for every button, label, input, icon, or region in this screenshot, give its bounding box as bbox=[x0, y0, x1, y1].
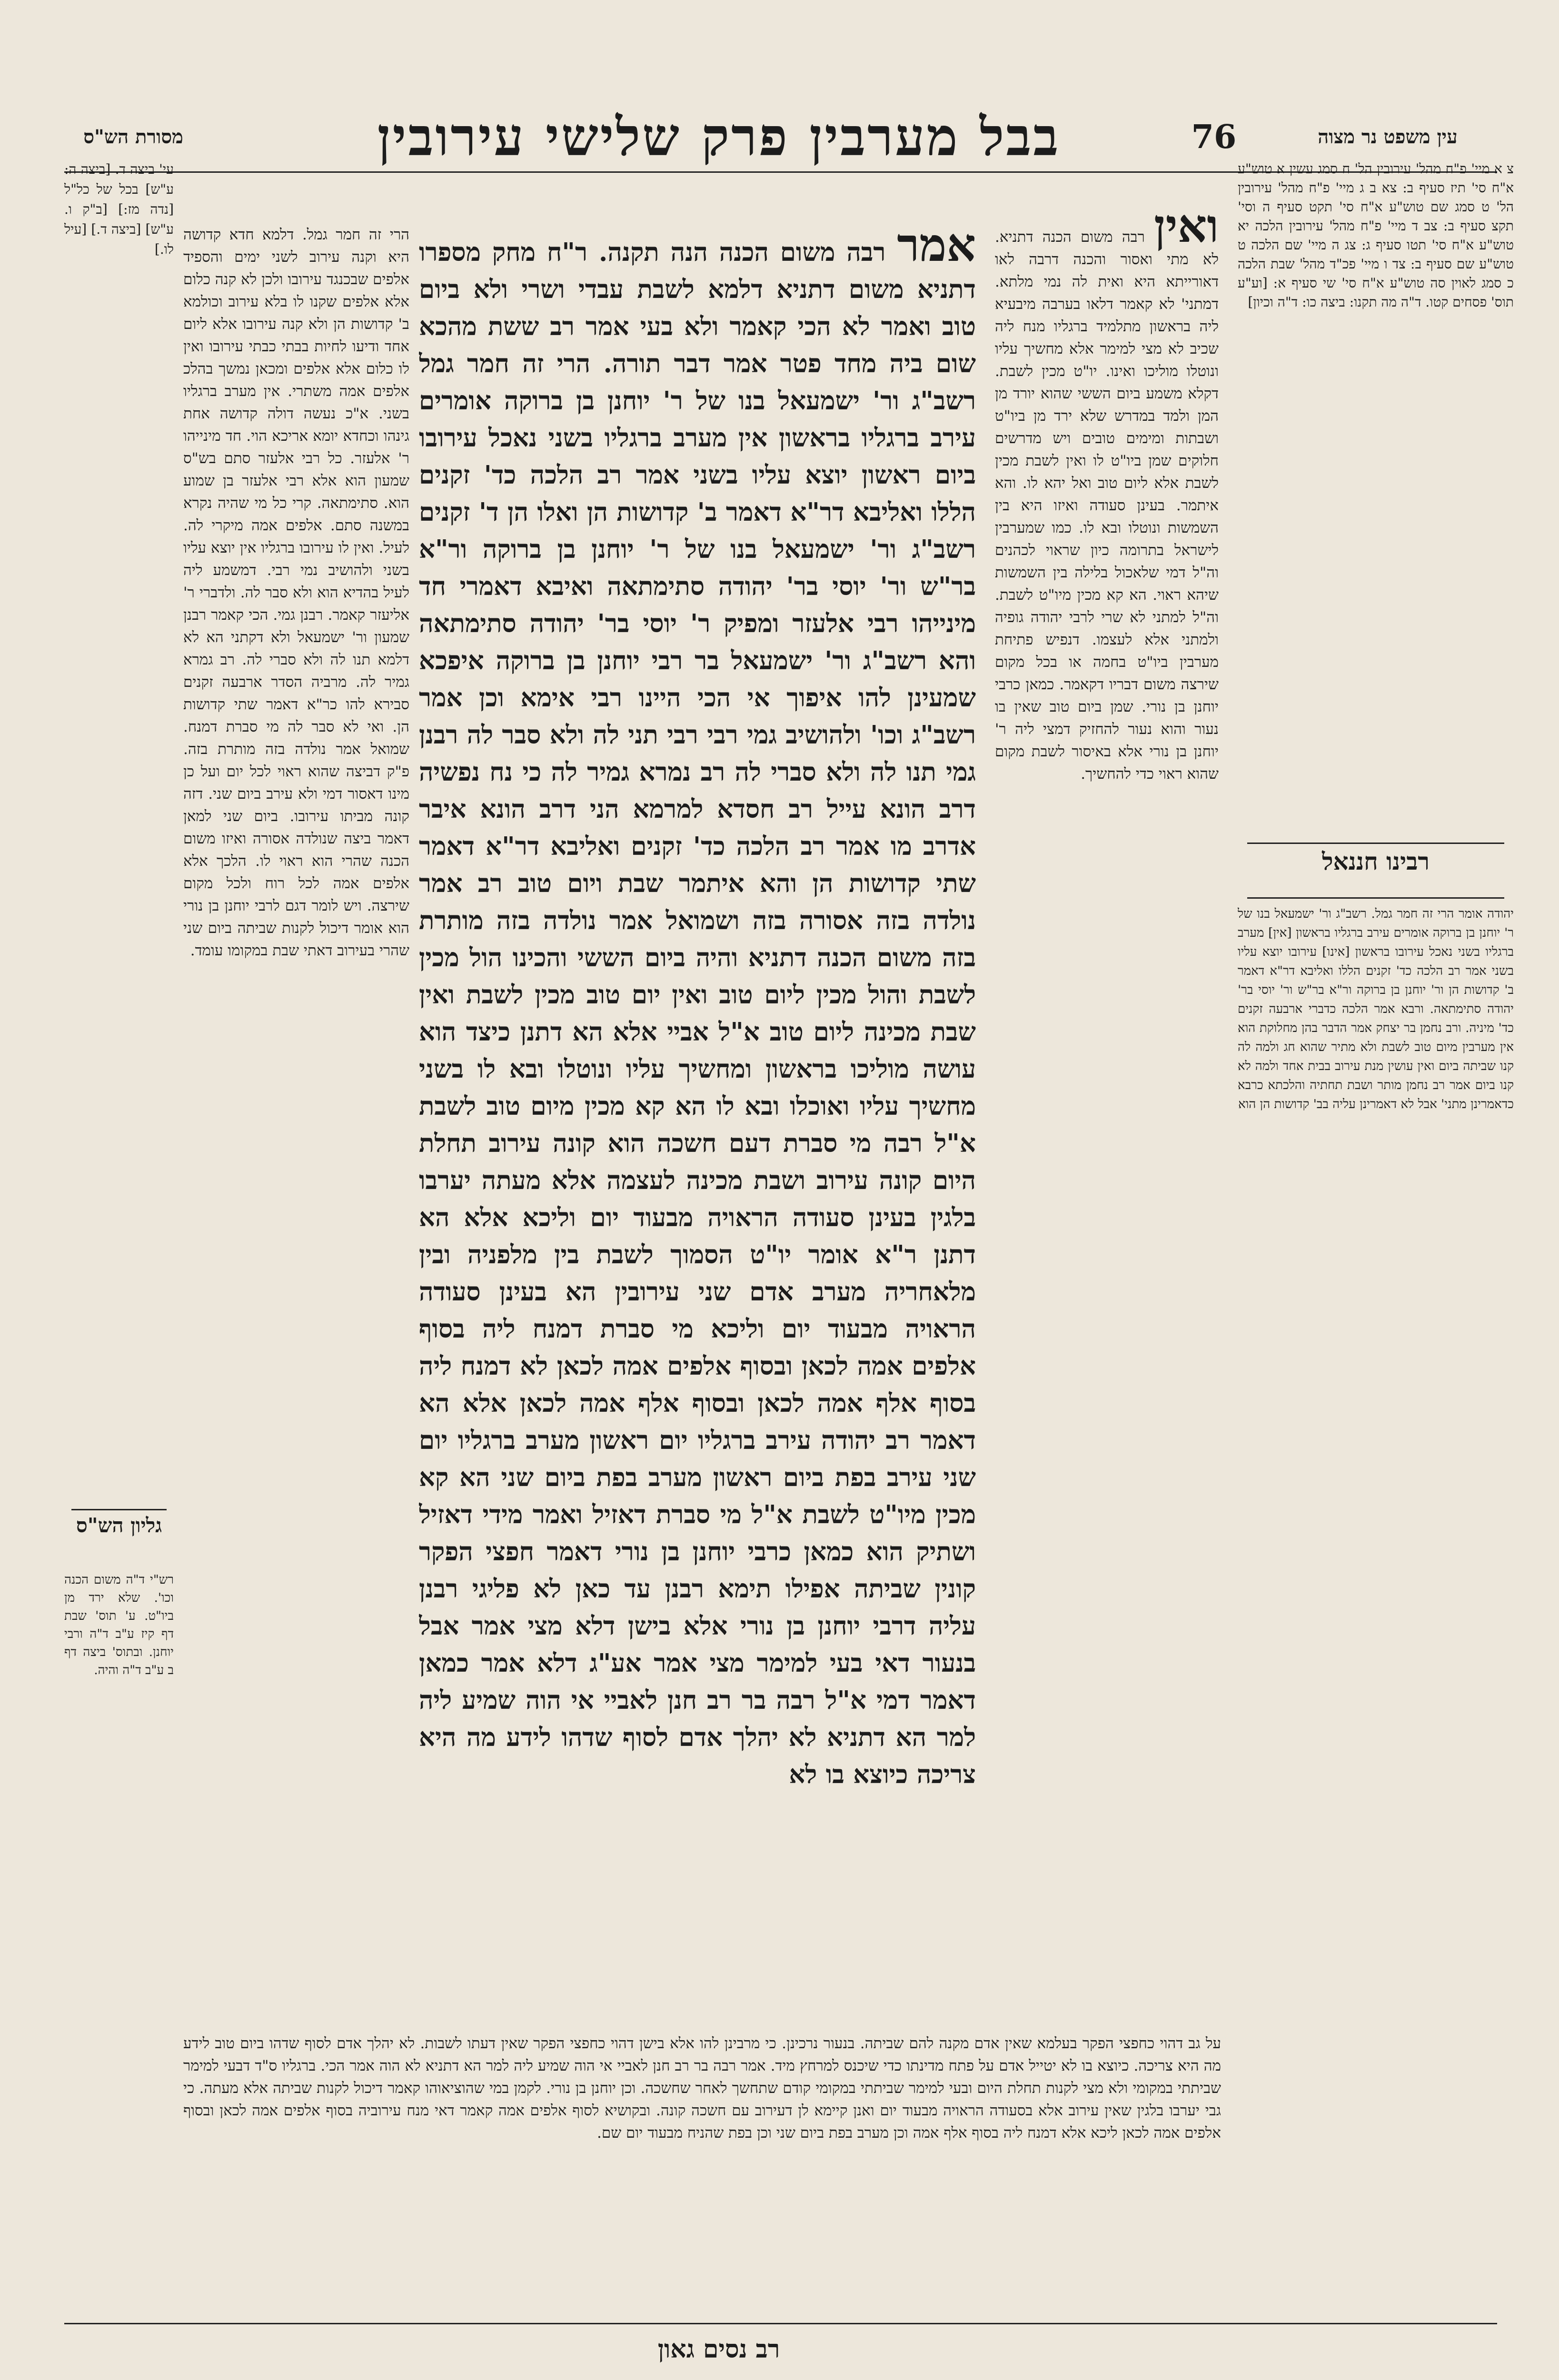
gilyon-hashas-title: גליון הש"ס bbox=[76, 1514, 162, 1537]
rashi-column bbox=[995, 205, 1219, 1676]
tosafot-column bbox=[183, 224, 409, 2028]
bottom-commentary-text: על גב דהוי כחפצי הפקר בעלמא שאין אדם מקנה להם שביתה. בנעור נרכינן. כי מרבינן להו אלא בישן דהוי כחפצי הפקר שאין דעתו לשבות. לא יהלך אדם לסוף שדהו ביום טוב לידע מה היא צריכה. כיוצא בו לא יטייל אדם על פתח מדינתו כדי שיכנס למרחץ מיד. אמר רבה בר רב חנן לאביי אי הוה שמיע ליה למר הא דתניא לא הוה אמר הכי. ברגליו ס"ד דבעי למימר שביתתי במקומי ולא מצי לקנות תחלת היום ובעי למימר שביתתי במקומי קודם שתחשך לאחר שחשכה. וכן יוחנן בן נורי. לקמן במי שהוציאוהו קאמר דיכול לקנות שביתה אלא מעתה. כי גבי יערבו בלגין שאין עירוב אלא בסעודה הראויה מבעוד יום ואנן קיימא לן דעירוב עם חשכה קונה. ובקושיא לסוף אלפים אמה קאמר דאי מנח עירוביה בסוף אלפים אמה לכאן ובסוף אלפים אמה לכאן ליכא אלא דמנח ליה בסוף אלף אמה וכן מערב בפת ביום שני וכן בפת שהניח מבעוד יום שם. bbox=[183, 2035, 1221, 2142]
rabbeinu-chananel-column bbox=[1238, 904, 1514, 2228]
rashi-opening-word: ואין bbox=[1154, 205, 1219, 253]
gemara-text: רבה משום הכנה הנה תקנה. ר"ח מחק מספרו דתניא משום דתניא דלמא לשבת עבדי ושרי ולא ביום טוב ואמר לא הכי קאמר ולא בעי אמר רב ששת מהכא שום ביה מחד פטר אמר דבר תורה. הרי זה חמר גמל רשב"ג ור' ישמעאל בנו של ר' יוחנן בן ברוקה אומרים עירב ברגליו בראשון אין מערב ברגליו בשני נאכל עירובו ביום ראשון יוצא עליו בשני אמר רב הלכה כד' זקנים הללו ואליבא דר"א דאמר ב' קדושות הן ואלו הן ד' זקנים רשב"ג ור' ישמעאל בנו של ר' יוחנן בן ברוקה ור"א בר"ש ור' יוסי בר' יהודה סתימתאה ואיבא דאמרי חד מינייהו רבי אלעזר ומפיק ר' יוסי בר' יהודה סתימתאה והא רשב"ג ור' ישמעאל בר רבי יוחנן בן ברוקה איפכא שמעינן להו איפוך אי הכי היינו רבי אימא וכן אמר רשב"ג וכו' ולהושיב גמי רבי רבי תני לה ולא סבר לה רבנן גמי תנו לה ולא סברי לה רב נמרא גמיר לה כי נח נפשיה דרב הונא עייל רב חסדא למרמא הני דרב הונא איבר אדרב מו אמר רב הלכה כד' זקנים ואליבא דר"א דאמר שתי קדושות הן והא איתמר שבת ויום טוב רב אמר נולדה בזה אסורה בזה ושמואל אמר נולדה בזה מותרת בזה משום הכנה דתניא והיה ביום הששי והכינו הול מכין לשבת והול מכין ליום טוב ואין יום טוב מכין לשבת ואין שבת מכינה ליום טוב א"ל אביי אלא הא דתנן כיצד הוא עושה מוליכו בראשון ומחשיך עליו ונוטלו ובא לו בשני מחשיך עליו ואוכלו ובא לו הא קא מכין מיום טוב לשבת א"ל רבה מי סברת דעם חשכה הוא קונה עירוב תחלת היום קונה עירוב ושבת מכינה לעצמה אלא מעתה יערבו בלגין בעינן סעודה הראויה מבעוד יום וליכא אלא הא דתנן ר"א אומר יו"ט הסמוך לשבת בין מלפניה ובין מלאחריה מערב אדם שני עירובין הא בעינן סעודה הראויה מבעוד יום וליכא מי סברת דמנח ליה בסוף אלפים אמה לכאן ובסוף אלפים אמה לכאן לא דמנח ליה בסוף אלף אמה לכאן ובסוף אלף אמה לכאן אלא הא דאמר רב יהודה עירב ברגליו יום ראשון מערב ברגליו יום שני עירב בפת ביום ראשון מערב בפת ביום שני הא קא מכין מיו"ט לשבת א"ל מי סברת דאזיל ואמר מידי דאזיל ושתיק הוא כמאן כרבי יוחנן בן נורי דאמר חפצי הפקר קונין שביתה אפילו תימא רבנן עד כאן לא פליגי רבנן עליה דרבי יוחנן בן נורי אלא בישן דלא מצי אמר אבל בנעור דאי בעי למימר מצי אמר אע"ג דלא אמר כמאן דאמר דמי א"ל רבה בר רב חנן לאביי אי הוה שמיע ליה למר הא דתניא לא יהלך אדם לסוף שדהו לידע מה היא צריכה כיוצא בו לא bbox=[419, 238, 976, 1789]
rav-rule bbox=[64, 2323, 1497, 2324]
rav-nissim-gaon-title: רב נסים גאון bbox=[657, 2335, 780, 2364]
gilyon-text: רש"י ד"ה משום הכנה וכו'. שלא ירד מן ביו"ט. ע' תוס' שבת דף קיז ע"ב ד"ה ורבי יוחנן. ובתוס' ביצה דף ב ע"ב ד"ה והיה. bbox=[64, 1573, 174, 1677]
mesoret-hashas-column bbox=[64, 159, 174, 1111]
gilyon-rule-top bbox=[71, 1509, 167, 1510]
rabbeinu-rule-top bbox=[1247, 843, 1504, 844]
ein-mishpat-text: צ א מיי' פ"ח מהל' עירובין הל' ח סמג עשין א טוש"ע א"ח סי' תיז סעיף ב: צא ב ג מיי' פ"ח מהל' עירובין הל' ט סמג שם טוש"ע א"ח סי' תקט סעיף ה וסי' תקצ סעיף ב: צב ד מיי' פ"ח מהל' עירובין הלכה יא טוש"ע א"ח סי' תטו סעיף ג: צג ה מיי' שם הלכה ט טוש"ע שם סעיף ב: צד ו מיי' פכ"ד מהל' שבת הלכה כ סמג לאוין סה טוש"ע א"ח סי' שי סעיף א: [וע"ע תוס' פסחים קטו. ד"ה מה תקנו: ביצה כו: ד"ה וכיון] bbox=[1238, 161, 1514, 310]
rabbeinu-rule-bottom bbox=[1247, 897, 1504, 899]
gemara-opening-word: אמר bbox=[897, 224, 976, 272]
page-title: בבל מערבין פרק שלישי עירובין bbox=[377, 106, 1061, 168]
mesoret-text: עי' ביצה ד. [ביצה ה: ע"ש] בכל של כל"ל [נדה מז:] [ב"ק ו. ע"ש] [ביצה ד.] [עיל לו.] bbox=[64, 161, 174, 257]
rashi-text: רבה משום הכנה דתניא. לא מתי ואסור והכנה דרבה לאו דאורייתא היא ואית לה נמי מלתא. דמתני' לא קאמר דלאו בערבה מיבעיא ליה בראשון מתלמיד ברגליו מנח ליה שכיב לא מצי למימר אלא מחשיך עליו ונוטלו מוליכו ואינו. יו"ט מכין לשבת. דקלא משמע ביום הששי שהוא יורד מן המן ולמד במדרש שלא ירד מן ביו"ט ושבתות ומימים טובים ויש מדרשים חלוקים שמן ביו"ט לו ואין לשבת מכין לשבת אלא ליום טוב ואל יהא לו. והא איתמר. בעינן סעודה ואיזו היא בין השמשות ונוטלו ובא לו. כמו שמערבין לישראל בתרומה כיון שראוי לכהנים וה"ל דמי שלאכול בלילה בין השמשות שיהא ראוי. הא קא מכין מיו"ט לשבת. וה"ל למתני לא שרי לרבי יהודה גופיה ולמתני אלא לעצמו. דנפיש פתיחת מערבין ביו"ט בחמה או בכל מקום שירצה משום דבריו דקאמר. כמאן כרבי יוחנן בן נורי. שמן ביום טוב שאין בו נעור והוא נעור להחזיק דמצי ליה ר' יוחנן בן נורי אלא באיסור לשבת מקום שהוא ראוי כדי להחשיך. bbox=[995, 228, 1219, 783]
ein-mishpat-label: עין משפט נר מצוה bbox=[1318, 125, 1458, 148]
bottom-commentary bbox=[183, 2033, 1221, 2304]
gemara-column bbox=[419, 224, 976, 2025]
page-number: 76 bbox=[1191, 118, 1237, 156]
rabbeinu-text: יהודה אומר הרי זה חמר גמל. רשב"ג ור' ישמעאל בנו של ר' יוחנן בן ברוקה אומרים עירב ברגליו בראשון [אין] מערב ברגליו בשני נאכל עירובו בראשון [אינו] עירובו יוצא עליו בשני אמר רב הלכה כד' זקנים הללו ואליבא דר"א דאמר ב' קדושות הן ור' יוחנן בן ברוקה ור"א בר"ש ור' יוסי בר' יהודה סתימתאה. ורבא אמר הלכה כדברי ארבעה זקנים כד' מיניה. ורב נחמן בר יצחק אמר הדבר בהן מחלוקת הוא אין מערבין מיום טוב לשבת ולא מתיר שהוא חג ולמה לה קנו שביתה ביום ואין עושין מנת עירוב בבית אחד ולמה לא קנו ביום אמר רב נחמן מותר ושבת תחתיה והלכתא כרבא כדאמרינן מתני' אבל לא דאמרינן עליה בב' קדושות הן הוא bbox=[1238, 907, 1514, 1111]
mesoret-hashas-label: מסורת הש"ס bbox=[83, 125, 183, 148]
tosafot-text: הרי זה חמר גמל. דלמא חדא קדושה היא וקנה עירוב לשני ימים והספיד אלפים שבכנגד עירובו ולכן לא קנה כלום אלא אלפים שקנו לו בלא עירוב וכולמא ב' קדושות הן ולא קנה עירובו אלא ליום אחד ודיעו לחיות בבתי כבתי עירובו ואין לו כלום אלא אלפים ומכאן נמשך בהלכ אלפים אמה משתרי. אין מערב ברגליו בשני. א"כ נעשה דולה קדושה אחת גינהו וכחדא יומא אריכא הוי. חד מינייהו ר' אלעזר. כל רבי אלעזר סתם בש"ס שמעון הוא אלא רבי אלעזר בן שמוע הוא. סתימתאה. קרי כל מי שהיה נקרא במשנה סתם. אלפים אמה מיקרי לה. לעיל. ואין לו עירובו ברגליו אין יוצא עליו בשני ולהושיב נמי רבי. דמשמע ליה לעיל בהדיא הוא ולא סבר לה. ולדברי ר' אליעזר קאמר. רבנן גמי. הכי קאמר רבנן שמעון ור' ישמעאל ולא דקתני הא לא דלמא תנו לה ולא סברי לה. רב גמרא גמיר לה. מרביה הסדר ארבעה זקנים סבירא להו כר"א דאמר שתי קדושות הן. ואי לא סבר לה מי סברת דמנח. שמואל אמר נולדה בזה מותרת בזה. פ"ק דביצה שהוא ראוי לכל יום ועל כן מינו דאסור דמי ולא עירב ביום שני. דזה קונה מביתו עירובו. ביום שני למאן דאמר ביצה שנולדה אסורה ואיזו משום הכנה שהרי הוא ראוי לו. הלכך אלא אלפים אמה לכל רוח ולכל מקום שירצה. ויש לומר דגם לרבי יוחנן בן נורי הוא אומר דיכול לקנות שביתה ביום שני שהרי בעירוב דאתי שבת במקומו עומד. bbox=[183, 226, 409, 959]
ein-mishpat-column bbox=[1238, 159, 1514, 845]
rabbeinu-chananel-title: רבינו חננאל bbox=[1322, 847, 1430, 875]
gilyon-hashas-column bbox=[64, 1571, 174, 1737]
